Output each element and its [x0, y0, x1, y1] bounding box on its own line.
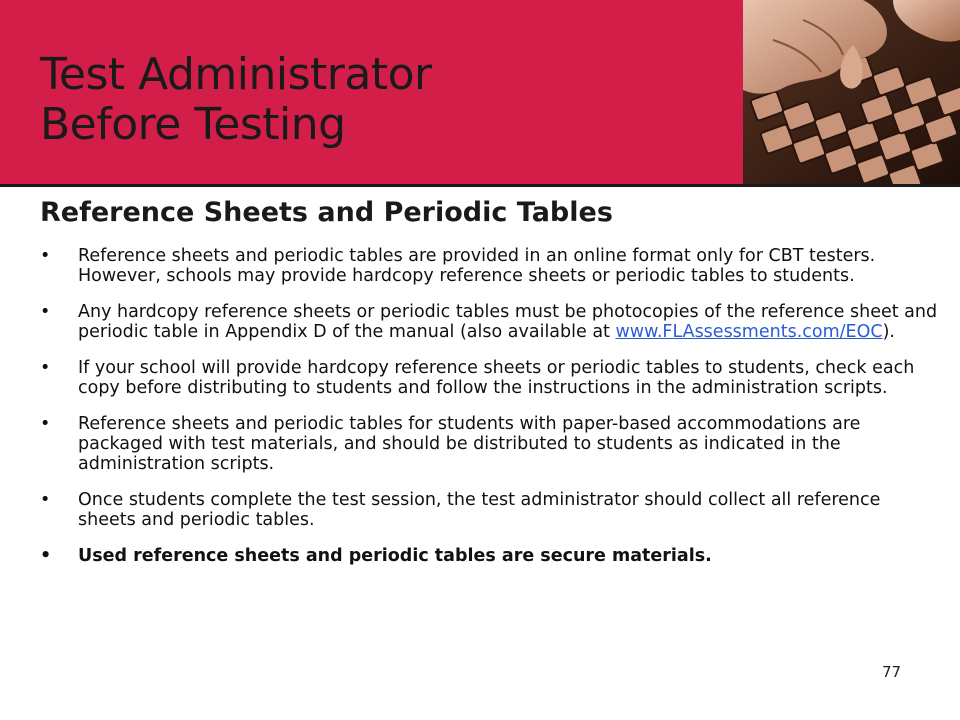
bullet-item: [40, 302, 940, 342]
bullet-text: If your school will provide hardcopy reference sheets or periodic tables to students, check each copy before distributing to students and follow the instructions in the administration scripts.: [78, 358, 915, 398]
bullet-item: [40, 246, 940, 286]
section-heading: Reference Sheets and Periodic Tables: [40, 197, 613, 228]
bullet-text: Reference sheets and periodic tables are provided in an online format only for CBT testers. However, schools may provide hardcopy reference sheets or periodic tables to students.: [78, 246, 876, 286]
slide-title: [40, 50, 432, 150]
keyboard-hands-photo: [743, 0, 960, 185]
bullet-text: Reference sheets and periodic tables for students with paper-based accommodations are packaged with test materials, and should be distributed to students as indicated in the administration scripts.: [78, 414, 861, 474]
bullet-text: Used reference sheets and periodic tables are secure materials.: [78, 546, 712, 566]
bullet-icon: •: [40, 302, 51, 322]
slide-header: [0, 0, 960, 185]
bullet-icon: •: [40, 358, 51, 378]
bullet-icon: •: [40, 414, 51, 434]
bullet-icon: •: [40, 490, 51, 510]
header-divider: [0, 184, 960, 187]
bullet-item: [40, 414, 940, 474]
title-line-2: Before Testing: [40, 99, 346, 150]
eoc-link[interactable]: www.FLAssessments.com/EOC: [615, 322, 883, 342]
bullet-item: [40, 358, 940, 398]
bullet-icon: •: [40, 246, 51, 266]
bullet-text-pre: Any hardcopy reference sheets or periodic tables must be photocopies of the reference sheet and periodic table in Appendix D of the manual (also available at: [78, 302, 938, 342]
title-line-1: Test Administrator: [40, 49, 432, 100]
bullet-text-post: ).: [882, 322, 895, 342]
bullet-item-bold: [40, 546, 940, 566]
bullet-icon: •: [40, 546, 52, 566]
bullet-text: Once students complete the test session, the test administrator should collect all reference sheets and periodic tables.: [78, 490, 881, 530]
header-red-band: [0, 0, 743, 185]
page-number: 77: [882, 663, 902, 681]
bullet-list: [40, 246, 940, 582]
bullet-item: [40, 490, 940, 530]
